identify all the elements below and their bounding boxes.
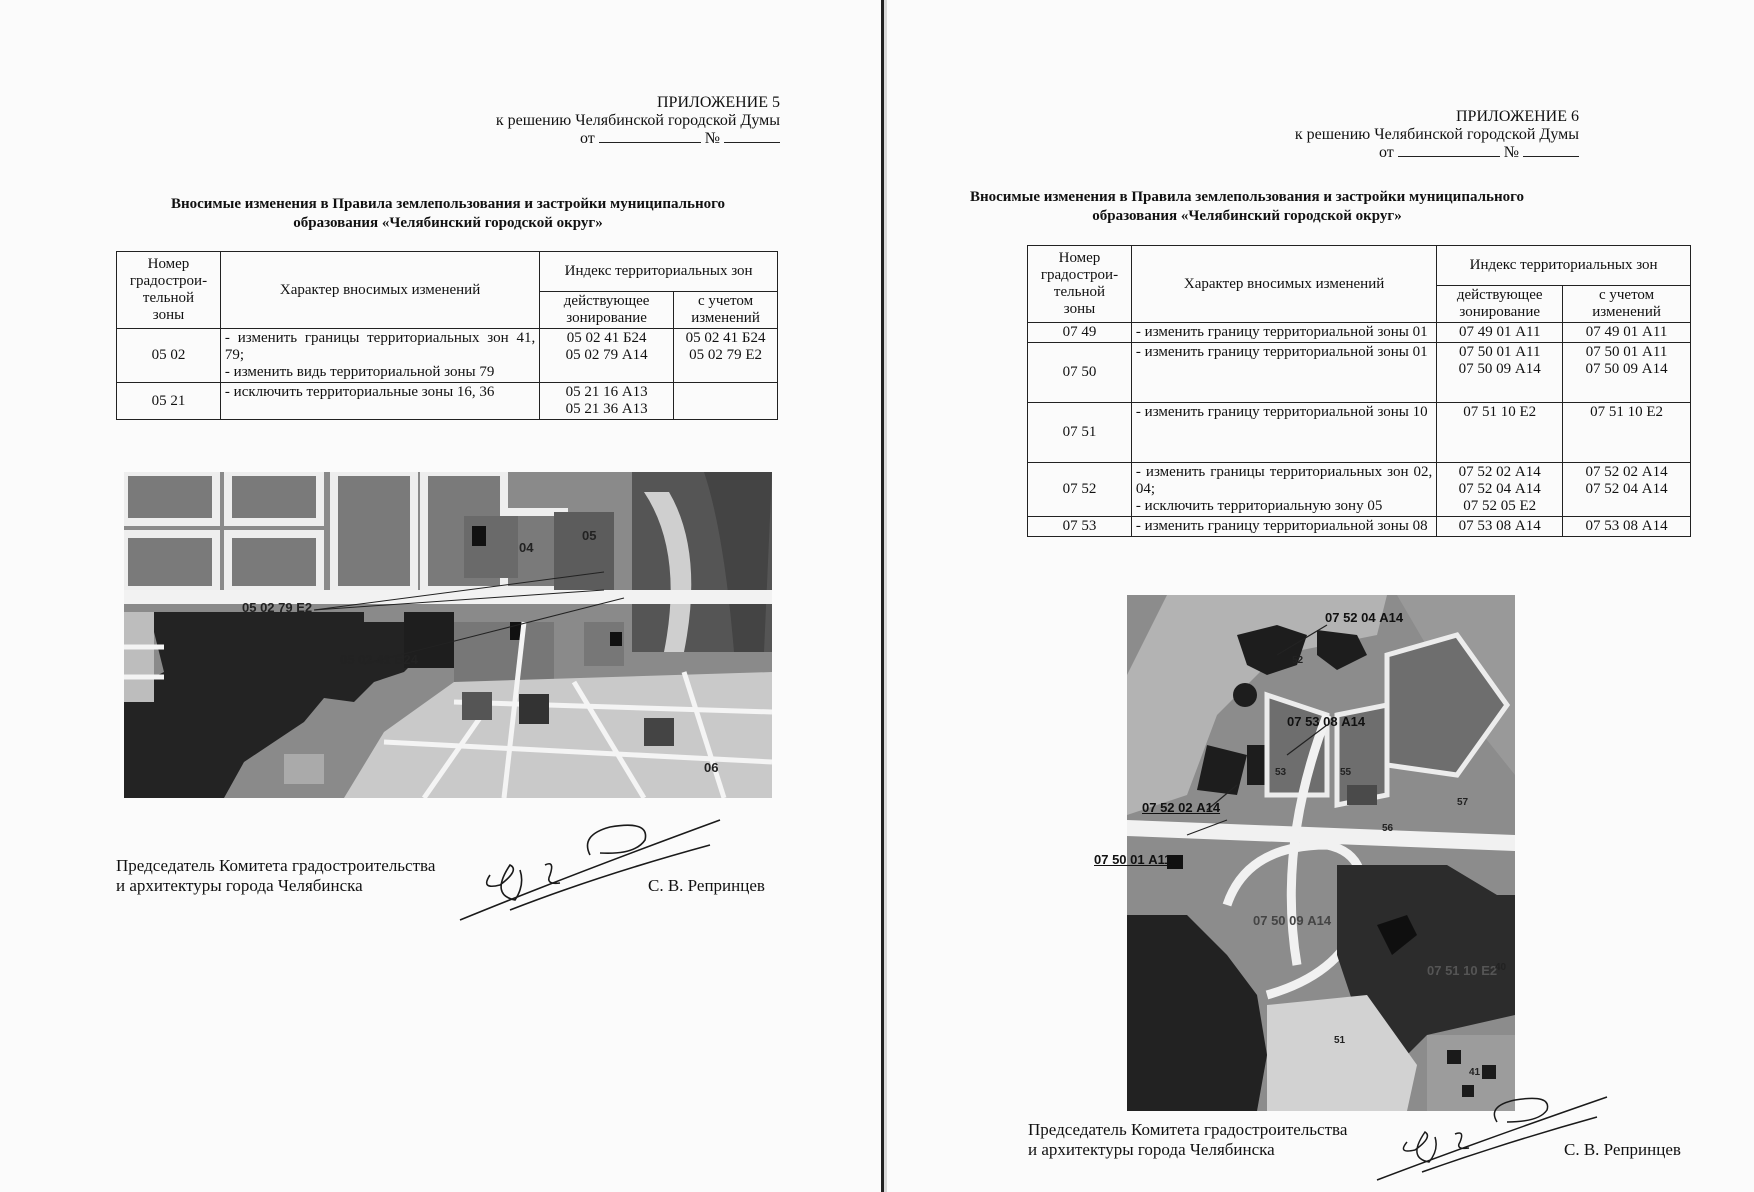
title-line-1: Вносимые изменения в Правила землепользования и застройки муниципального bbox=[969, 189, 1525, 205]
col-header-zone: Номер градострои- тельной зоны bbox=[117, 252, 221, 329]
signer-title-line-1: Председатель Комитета градостроительства bbox=[1028, 1120, 1348, 1139]
zoning-map bbox=[124, 472, 772, 798]
table-row bbox=[117, 383, 778, 420]
signer-name: С. В. Репринцев bbox=[648, 876, 765, 895]
current-index-cell: 05 21 16 А13 05 21 36 А13 bbox=[540, 383, 674, 420]
appendix-date-line bbox=[1207, 144, 1579, 162]
col-header-current: действующее зонирование bbox=[1437, 286, 1563, 323]
appendix-header bbox=[420, 94, 780, 148]
col-header-new: с учетом изменений bbox=[674, 292, 778, 329]
zone-cell: 07 49 bbox=[1028, 323, 1132, 343]
change-cell: - изменить границу территориальной зоны 08 bbox=[1131, 517, 1436, 537]
map-label-block-04: 04 bbox=[519, 540, 534, 555]
from-label: от bbox=[1378, 144, 1394, 161]
title-line-2: образования «Челябинский городской округ» bbox=[293, 215, 603, 231]
map-label-zone-41: 05 02 41 Б24 bbox=[340, 652, 419, 667]
new-index-cell: 07 51 10 Е2 bbox=[1563, 403, 1691, 463]
document-title bbox=[118, 195, 778, 233]
changes-table bbox=[1027, 245, 1691, 537]
table-row bbox=[1028, 517, 1691, 537]
current-index-cell: 07 52 02 А14 07 52 04 А14 07 52 05 Е2 bbox=[1437, 463, 1563, 517]
map-label-zone-0752-02: 07 52 02 А14 bbox=[1142, 800, 1221, 815]
new-index-cell: 07 52 02 А14 07 52 04 А14 bbox=[1563, 463, 1691, 517]
map-label-zone-0752-04: 07 52 04 А14 bbox=[1325, 610, 1404, 625]
appendix-title: ПРИЛОЖЕНИЕ 5 bbox=[656, 94, 780, 111]
change-cell: - изменить границы территориальных зон 02, 04; - исключить территориальную зону 05 bbox=[1131, 463, 1436, 517]
zone-cell: 07 53 bbox=[1028, 517, 1132, 537]
document-title bbox=[915, 188, 1579, 226]
map-label-block-56: 56 bbox=[1382, 823, 1394, 834]
map-label-block-57: 57 bbox=[1457, 797, 1469, 808]
col-header-change: Характер вносимых изменений bbox=[1131, 246, 1436, 323]
change-cell: - изменить границу территориальной зоны 01 bbox=[1131, 323, 1436, 343]
signer-title-line-1: Председатель Комитета градостроительства bbox=[116, 856, 436, 875]
handwritten-signature bbox=[450, 815, 730, 925]
change-cell: - исключить территориальные зоны 16, 36 bbox=[220, 383, 539, 420]
change-cell: - изменить границу территориальной зоны 01 bbox=[1131, 343, 1436, 403]
document-page-right bbox=[887, 0, 1754, 1192]
signature-block bbox=[1028, 1120, 1347, 1160]
map-label-block-52: 52 bbox=[1292, 655, 1304, 666]
signer-name: С. В. Репринцев bbox=[1564, 1140, 1681, 1159]
map-label-zone-79: 05 02 79 Е2 bbox=[242, 600, 313, 615]
new-index-cell bbox=[674, 383, 778, 420]
change-cell: - изменить границу территориальной зоны 10 bbox=[1131, 403, 1436, 463]
map-label-zone-0753-08: 07 53 08 А14 bbox=[1287, 714, 1366, 729]
table-row bbox=[1028, 463, 1691, 517]
number-label: № bbox=[704, 130, 720, 147]
table-row bbox=[1028, 323, 1691, 343]
appendix-decision-line: к решению Челябинской городской Думы bbox=[495, 112, 780, 129]
appendix-decision-line: к решению Челябинской городской Думы bbox=[1294, 126, 1579, 143]
appendix-date-line bbox=[420, 130, 780, 148]
col-header-index: Индекс территориальных зон bbox=[540, 252, 778, 292]
map-label-zone-0751-10: 07 51 10 Е2 bbox=[1427, 963, 1498, 978]
title-line-1: Вносимые изменения в Правила землепользования и застройки муниципального bbox=[170, 196, 726, 212]
zone-cell: 05 02 bbox=[117, 329, 221, 383]
col-header-change: Характер вносимых изменений bbox=[220, 252, 539, 329]
map-label-block-53: 53 bbox=[1275, 767, 1287, 778]
col-header-index: Индекс территориальных зон bbox=[1437, 246, 1691, 286]
table-row bbox=[1028, 403, 1691, 463]
table-row bbox=[117, 329, 778, 383]
number-label: № bbox=[1503, 144, 1519, 161]
table-row bbox=[1028, 343, 1691, 403]
current-index-cell: 07 49 01 А11 bbox=[1437, 323, 1563, 343]
map-label-block-05: 05 bbox=[582, 528, 597, 543]
changes-table bbox=[116, 251, 778, 420]
handwritten-signature bbox=[1367, 1092, 1617, 1182]
map-label-zone-0750-09: 07 50 09 А14 bbox=[1253, 913, 1332, 928]
col-header-current: действующее зонирование bbox=[540, 292, 674, 329]
map-label-block-40: 40 bbox=[1495, 962, 1507, 973]
new-index-cell: 07 53 08 А14 bbox=[1563, 517, 1691, 537]
signature-block bbox=[116, 856, 435, 896]
zone-cell: 07 50 bbox=[1028, 343, 1132, 403]
map-label-block-41: 41 bbox=[1469, 1067, 1481, 1078]
signer-title-line-2: и архитектуры города Челябинска bbox=[1028, 1140, 1275, 1159]
map-label-block-51: 51 bbox=[1334, 1035, 1346, 1046]
map-label-block-06: 06 bbox=[704, 760, 719, 775]
new-index-cell: 07 50 01 А11 07 50 09 А14 bbox=[1563, 343, 1691, 403]
title-line-2: образования «Челябинский городской округ» bbox=[1092, 208, 1402, 224]
col-header-new: с учетом изменений bbox=[1563, 286, 1691, 323]
new-index-cell: 07 49 01 А11 bbox=[1563, 323, 1691, 343]
current-index-cell: 05 02 41 Б24 05 02 79 А14 bbox=[540, 329, 674, 383]
new-index-cell: 05 02 41 Б24 05 02 79 Е2 bbox=[674, 329, 778, 383]
col-header-zone: Номер градострои- тельной зоны bbox=[1028, 246, 1132, 323]
from-label: от bbox=[579, 130, 595, 147]
map-label-block-55: 55 bbox=[1340, 767, 1352, 778]
signer-title-line-2: и архитектуры города Челябинска bbox=[116, 876, 363, 895]
map-label-zone-0750-01: 07 50 01 А11 bbox=[1094, 852, 1172, 867]
zoning-map bbox=[1127, 595, 1515, 1111]
current-index-cell: 07 53 08 А14 bbox=[1437, 517, 1563, 537]
appendix-header bbox=[1207, 108, 1579, 162]
zone-cell: 05 21 bbox=[117, 383, 221, 420]
zone-cell: 07 51 bbox=[1028, 403, 1132, 463]
change-cell: - изменить границы территориальных зон 41, 79; - изменить видь территориальной зоны 79 bbox=[220, 329, 539, 383]
current-index-cell: 07 50 01 А11 07 50 09 А14 bbox=[1437, 343, 1563, 403]
current-index-cell: 07 51 10 Е2 bbox=[1437, 403, 1563, 463]
zone-cell: 07 52 bbox=[1028, 463, 1132, 517]
appendix-title: ПРИЛОЖЕНИЕ 6 bbox=[1455, 108, 1579, 125]
